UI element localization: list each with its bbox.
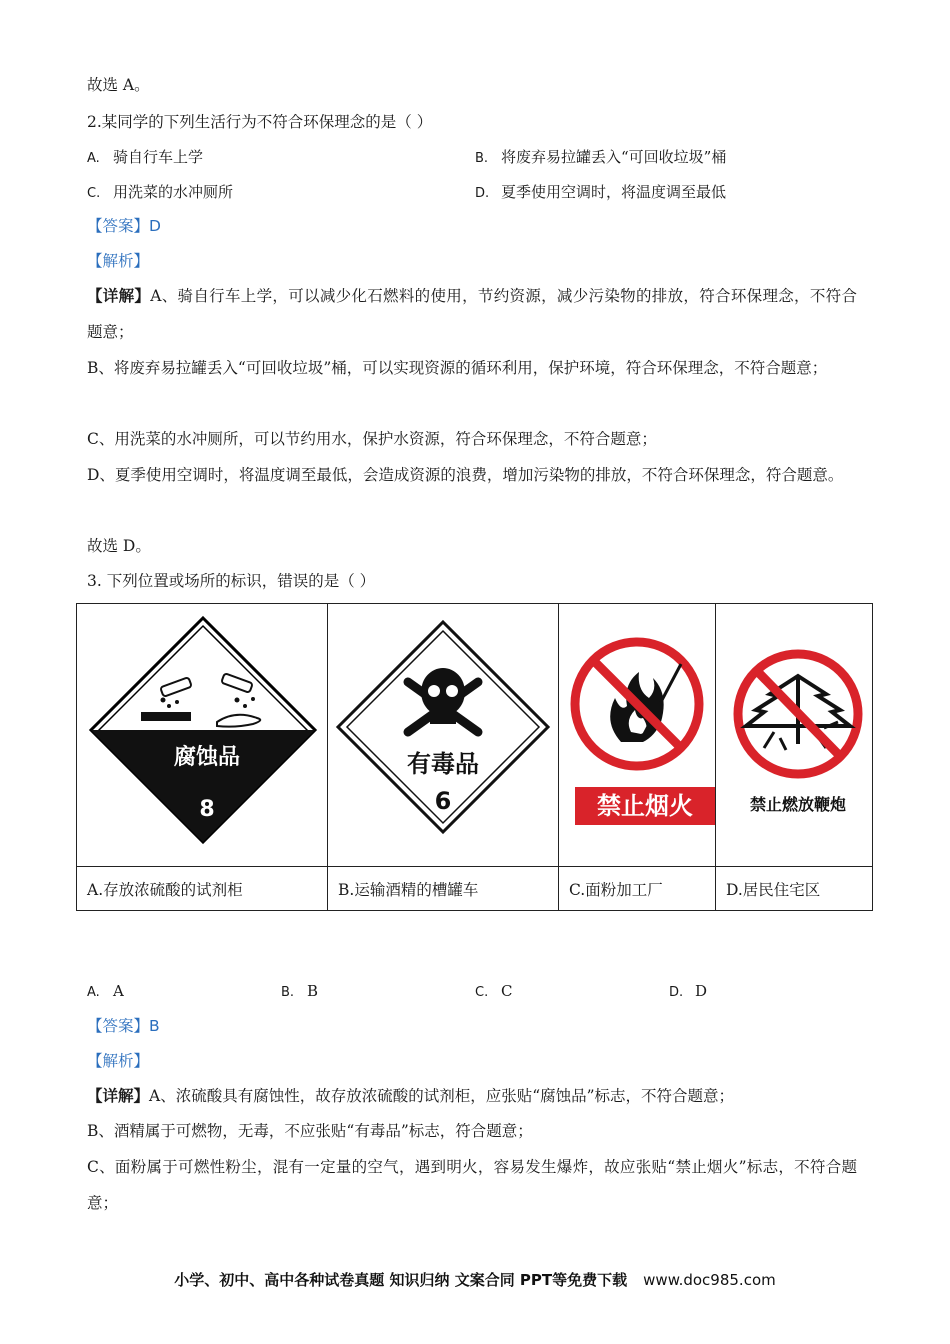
q2-analysis-tag: 【解析】 bbox=[87, 252, 150, 270]
sign-number: 6 bbox=[434, 787, 452, 815]
sign-label: 禁止烟火 bbox=[597, 792, 693, 820]
page-footer bbox=[0, 1269, 950, 1290]
q3-option-a bbox=[87, 981, 124, 1003]
q2-option-a bbox=[87, 147, 203, 169]
answer-tag: 【答案】 bbox=[87, 217, 150, 235]
footer-url[interactable]: www.doc985.com bbox=[643, 1271, 776, 1289]
sign-cell-b bbox=[328, 604, 559, 867]
option-key: D. bbox=[475, 186, 490, 201]
detail-tag: 【详解】 bbox=[87, 286, 151, 305]
q2-option-d bbox=[475, 182, 726, 204]
sign-cell-d bbox=[716, 604, 873, 867]
sign-label: 禁止燃放鞭炮 bbox=[749, 795, 847, 814]
sign-caption-b: B.运输酒精的槽罐车 bbox=[328, 867, 559, 911]
q3-detail-b: B、酒精属于可燃物，无毒，不应张贴“有毒品”标志，符合题意； bbox=[87, 1122, 533, 1140]
sign-table bbox=[76, 603, 873, 911]
detail-text: A、骑自行车上学，可以减少化石燃料的使用，节约资源，减少污染物的排放，符合环保理念，不符合题意； bbox=[87, 287, 857, 341]
question-2-stem: 2.某同学的下列生活行为不符合环保理念的是（ ） bbox=[87, 113, 433, 131]
q2-detail-d: D、夏季使用空调时，将温度调至最低，会造成资源的浪费，增加污染物的排放，不符合环保理念，符合题意。 bbox=[87, 466, 844, 484]
option-key: B. bbox=[281, 985, 295, 1000]
option-text: 夏季使用空调时，将温度调至最低 bbox=[501, 183, 727, 201]
q3-detail-c: C、面粉属于可燃性粉尘，混有一定量的空气，遇到明火，容易发生爆炸，故应张贴“禁止烟火”标志，不符合题意； bbox=[87, 1158, 857, 1212]
sign-label: 腐蚀品 bbox=[173, 745, 241, 770]
q3-analysis-tag: 【解析】 bbox=[87, 1052, 150, 1070]
sign-cell-c bbox=[559, 604, 716, 867]
toxic-sign-icon bbox=[328, 604, 558, 862]
footer-text: 小学、初中、高中各种试卷真题 知识归纳 文案合同 PPT等免费下载 bbox=[174, 1271, 628, 1289]
sign-caption-a: A.存放浓硫酸的试剂柜 bbox=[77, 867, 328, 911]
option-key: D. bbox=[669, 985, 684, 1000]
option-key: C. bbox=[87, 186, 101, 201]
no-fire-sign-icon bbox=[559, 604, 715, 862]
option-text: D bbox=[695, 982, 708, 1000]
q3-option-c bbox=[475, 981, 512, 1003]
option-text: B bbox=[307, 982, 319, 1000]
detail-tag: 【详解】 bbox=[87, 1086, 150, 1105]
option-key: C. bbox=[475, 985, 489, 1000]
no-firecrackers-sign-icon bbox=[716, 604, 872, 862]
q3-detail-a bbox=[87, 1078, 857, 1114]
option-key: A. bbox=[87, 985, 100, 1000]
sign-caption-d: D.居民住宅区 bbox=[716, 867, 873, 911]
sign-number: 8 bbox=[199, 797, 215, 822]
sign-caption-c: C.面粉加工厂 bbox=[559, 867, 716, 911]
option-text: C bbox=[501, 982, 513, 1000]
q2-option-b bbox=[475, 147, 726, 169]
option-key: A. bbox=[87, 151, 100, 166]
answer-tag: 【答案】 bbox=[87, 1017, 150, 1035]
q3-answer bbox=[87, 1016, 160, 1036]
corrosive-sign-icon bbox=[77, 604, 327, 862]
q2-answer bbox=[87, 216, 161, 236]
question-3-stem: 3. 下列位置或场所的标识，错误的是（ ） bbox=[87, 572, 376, 590]
sign-cell-a bbox=[77, 604, 328, 867]
q3-option-d bbox=[669, 981, 707, 1003]
option-text: 将废弃易拉罐丢入“可回收垃圾”桶 bbox=[501, 148, 727, 166]
q2-detail-c: C、用洗菜的水冲厕所，可以节约用水，保护水资源，符合环保理念，不符合题意； bbox=[87, 430, 657, 448]
option-text: 骑自行车上学 bbox=[113, 148, 204, 166]
q2-option-c bbox=[87, 182, 233, 204]
conclusion-q1: 故选 A。 bbox=[87, 76, 150, 94]
option-key: B. bbox=[475, 151, 489, 166]
q2-conclusion: 故选 D。 bbox=[87, 537, 151, 555]
q2-detail-a bbox=[87, 278, 857, 350]
option-text: A bbox=[113, 982, 124, 1000]
answer-value: D bbox=[149, 217, 161, 235]
option-text: 用洗菜的水冲厕所 bbox=[113, 183, 234, 201]
answer-value: B bbox=[149, 1017, 160, 1035]
sign-label: 有毒品 bbox=[407, 750, 479, 778]
q3-option-b bbox=[281, 981, 318, 1003]
detail-text: A、浓硫酸具有腐蚀性，故存放浓硫酸的试剂柜，应张贴“腐蚀品”标志，不符合题意； bbox=[149, 1087, 735, 1105]
q2-detail-b: B、将废弃易拉罐丢入“可回收垃圾”桶，可以实现资源的循环利用，保护环境，符合环保理念，不符合题意； bbox=[87, 359, 828, 377]
